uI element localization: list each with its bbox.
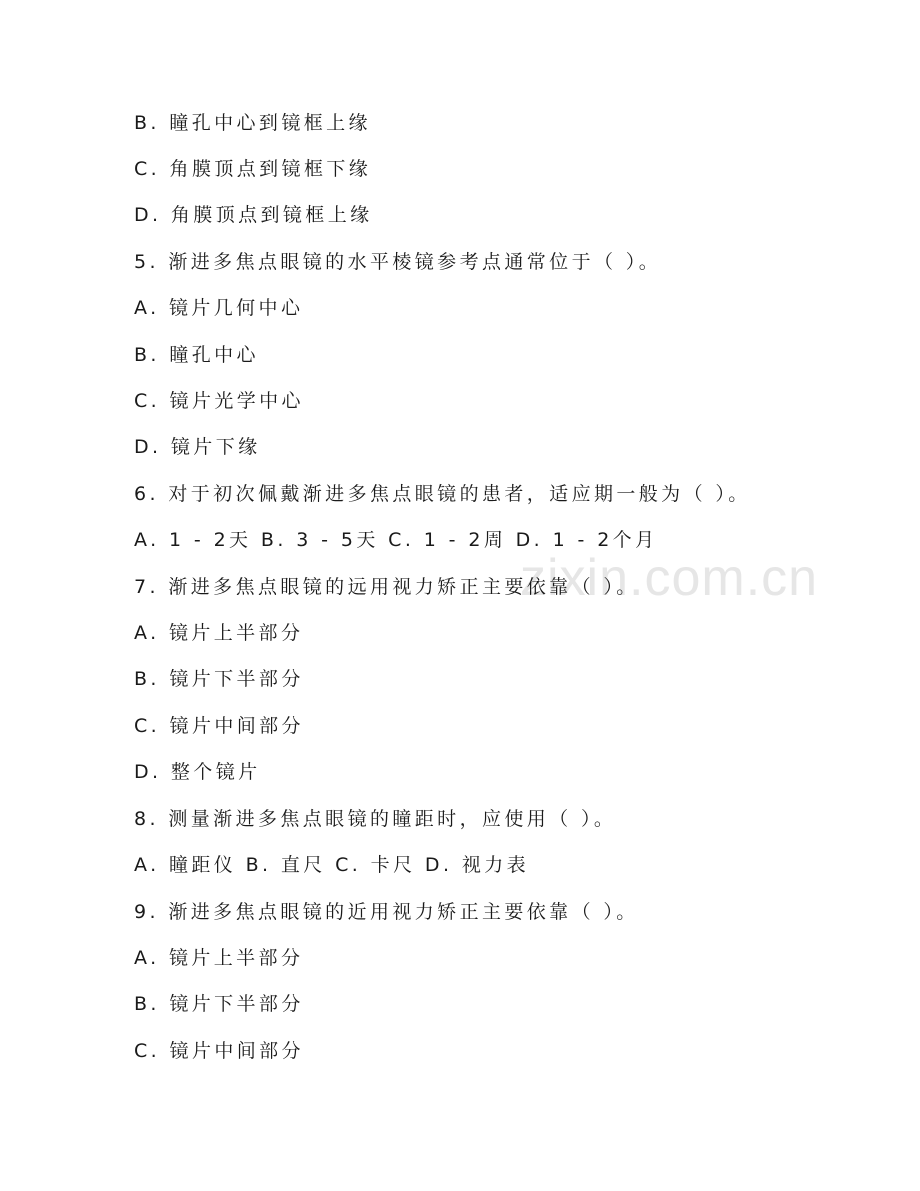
option-b-q5: B. 瞳孔中心	[134, 344, 259, 366]
option-c-q7: C. 镜片中间部分	[134, 715, 304, 737]
option-a-q9: A. 镜片上半部分	[134, 947, 304, 969]
watermark: zixin.com.cn	[520, 549, 819, 607]
option-c-q9: C. 镜片中间部分	[134, 1040, 304, 1062]
question-6: 6. 对于初次佩戴渐进多焦点眼镜的患者，适应期一般为（ ）。	[134, 483, 751, 505]
option-a-q5: A. 镜片几何中心	[134, 297, 304, 319]
option-b-q4: B. 瞳孔中心到镜框上缘	[134, 112, 371, 134]
option-c-q5: C. 镜片光学中心	[134, 390, 304, 412]
option-d-q5: D. 镜片下缘	[134, 436, 261, 458]
options-q8: A. 瞳距仪 B. 直尺 C. 卡尺 D. 视力表	[134, 854, 530, 876]
question-5: 5. 渐进多焦点眼镜的水平棱镜参考点通常位于（ ）。	[134, 251, 662, 273]
options-q6: A. 1 - 2天 B. 3 - 5天 C. 1 - 2周 D. 1 - 2个月	[134, 529, 658, 551]
question-8: 8. 测量渐进多焦点眼镜的瞳距时，应使用（ ）。	[134, 808, 617, 830]
question-7: 7. 渐进多焦点眼镜的远用视力矫正主要依靠（ ）。	[134, 576, 639, 598]
option-d-q7: D. 整个镜片	[134, 761, 261, 783]
option-b-q7: B. 镜片下半部分	[134, 668, 304, 690]
option-a-q7: A. 镜片上半部分	[134, 622, 304, 644]
option-d-q4: D. 角膜顶点到镜框上缘	[134, 204, 373, 226]
question-9: 9. 渐进多焦点眼镜的近用视力矫正主要依靠（ ）。	[134, 901, 639, 923]
option-b-q9: B. 镜片下半部分	[134, 993, 304, 1015]
option-c-q4: C. 角膜顶点到镜框下缘	[134, 158, 372, 180]
